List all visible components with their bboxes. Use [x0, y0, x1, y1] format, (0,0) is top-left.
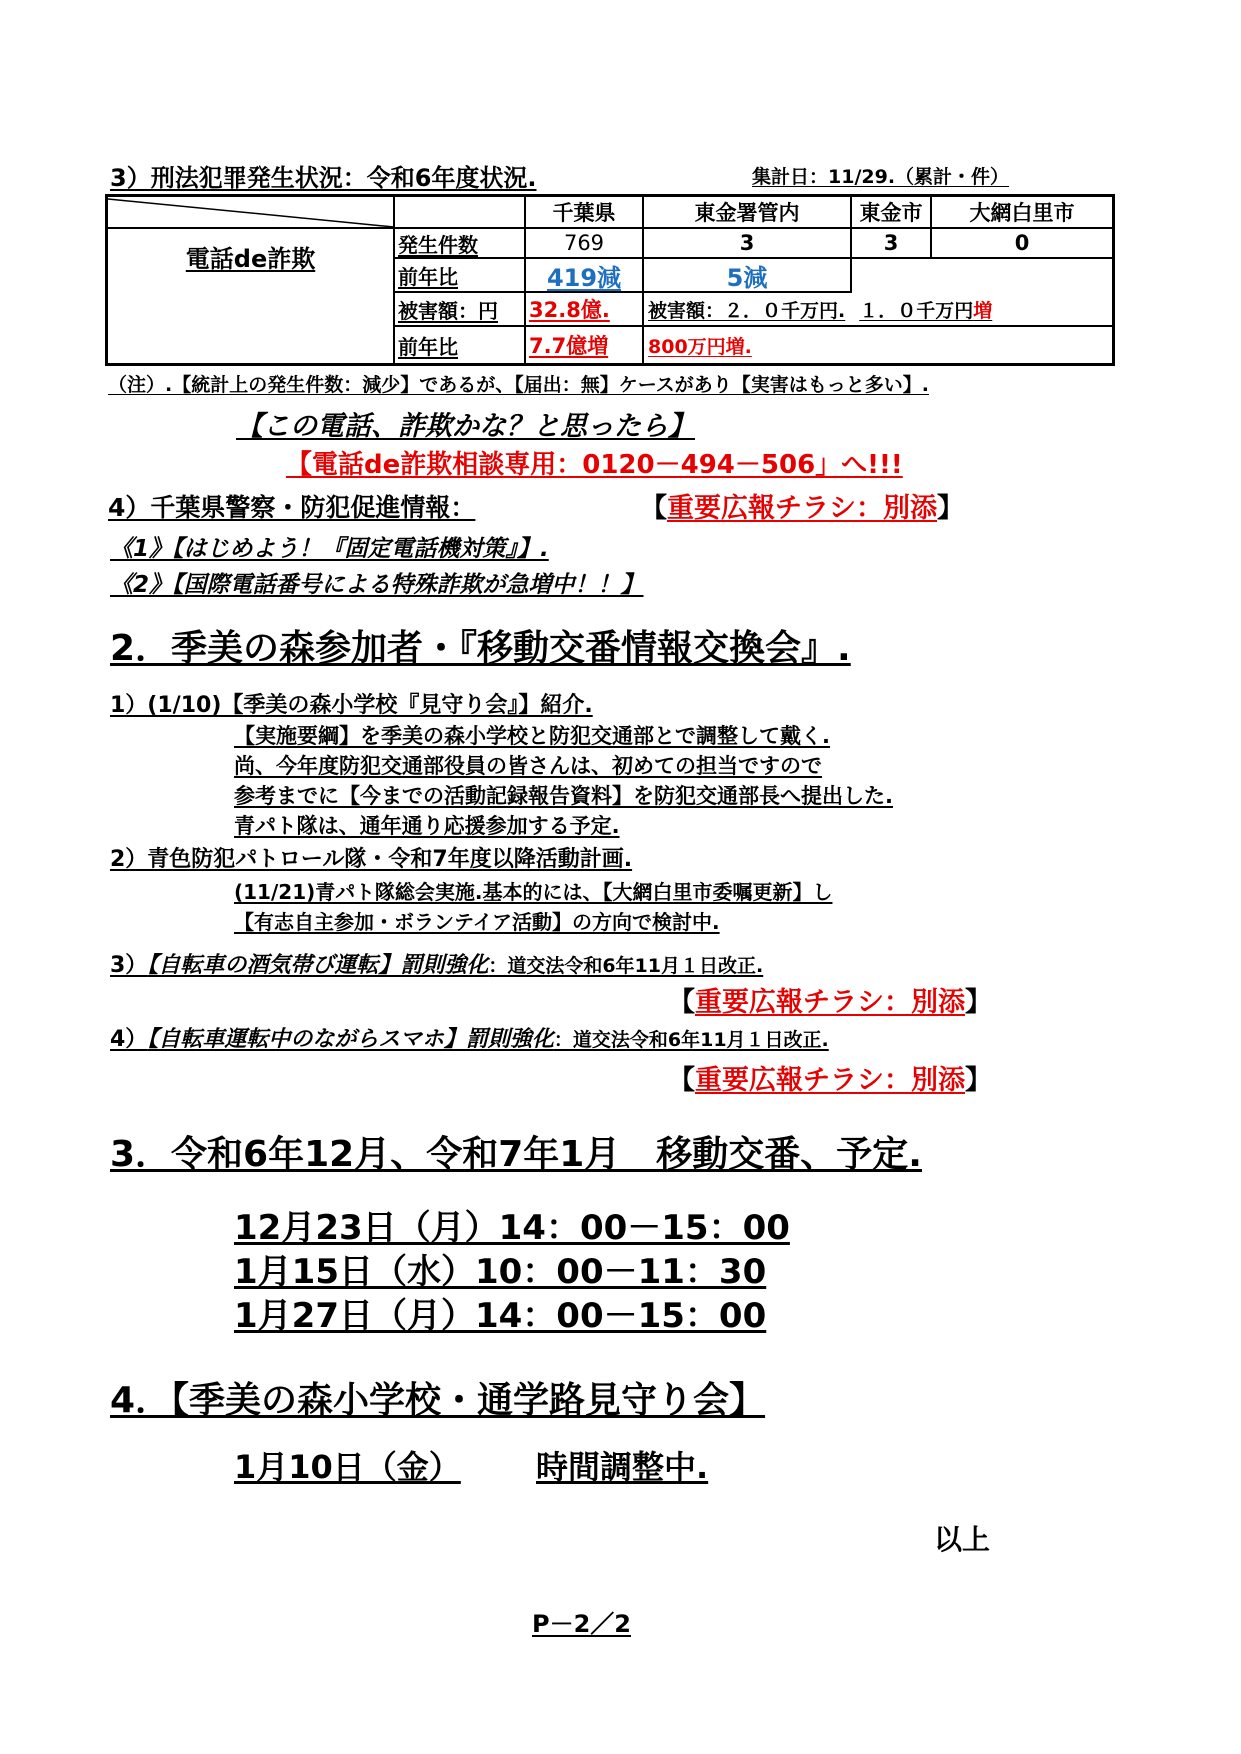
- info-item-1: 《1》【はじめよう！『固定電話機対策』】.: [110, 536, 549, 562]
- police-info-title: 4）千葉県警察・防犯促進情報：: [108, 493, 476, 522]
- hotline: 【電話de詐欺相談専用：0120－494－506」へ!!!: [286, 450, 903, 480]
- crime-stats-title: 3）刑法犯罪発生状況：令和6年度状況.: [110, 164, 537, 192]
- header-chiba: 千葉県: [552, 201, 616, 225]
- flyer-text-3: 重要広報チラシ：別添: [695, 1065, 965, 1096]
- end-mark: 以上: [934, 1523, 991, 1556]
- sec2-item1-line4: 青パト隊は、通年通り応援参加する予定.: [234, 814, 620, 838]
- row-label-cases: 発生件数: [398, 232, 478, 257]
- row-label-damage-yoy: 前年比: [398, 334, 458, 359]
- watch-date: 1月10日（金）: [234, 1448, 461, 1486]
- heading-4: 4．【季美の森小学校・通学路見守り会】: [110, 1380, 766, 1421]
- sec2-item1-line3: 参考までに【今までの活動記録報告資料】を防犯交通部長へ提出した.: [234, 784, 893, 808]
- sec2-item1-line2: 尚、今年度防犯交通部役員の皆さんは、初めての担当ですので: [234, 754, 822, 778]
- header-diagonal: [108, 197, 394, 228]
- damage-yoy-chiba: 7.7億増: [529, 334, 609, 358]
- damage-togane-city: １．０千万円: [859, 299, 974, 322]
- sec2-item2-line2: 【有志自主参加・ボランテイア活動】の方向で検討中.: [234, 910, 720, 934]
- header-togane-area: 東金署管内: [694, 201, 800, 225]
- schedule-1: 12月23日（月）14：00－15：00: [234, 1208, 790, 1248]
- heading-2: 2．季美の森参加者・『移動交番情報交換会』.: [110, 628, 851, 669]
- bike-phone-penalty: 【自転車運転中のながらスマホ】罰則強化: [147, 1027, 554, 1052]
- damage-chiba: 32.8億.: [529, 298, 610, 322]
- call-prompt: 【この電話、詐欺かな？と思ったら】: [236, 411, 695, 442]
- cases-togane-city: 3: [883, 231, 899, 255]
- sec2-item3: 3）【自転車の酒気帯び運転】罰則強化：道交法令和6年11月１日改正.: [110, 953, 764, 978]
- damage-togane-area: 被害額：２．０千万円.: [648, 299, 846, 322]
- schedule-2: 1月15日（水）10：00－11：30: [234, 1252, 767, 1292]
- cases-oamishirasato: 0: [1014, 231, 1030, 255]
- info-item-2: 《2》【国際電話番号による特殊詐欺が急増中！！】: [110, 572, 644, 598]
- schedule-3: 1月27日（月）14：00－15：00: [234, 1296, 767, 1336]
- cases-togane-area: 3: [739, 231, 755, 255]
- page-number: P－2／2: [532, 1610, 631, 1638]
- row-label-phone-fraud: 電話de詐欺: [185, 245, 316, 273]
- header-togane-city: 東金市: [859, 201, 923, 225]
- sec2-item2-title: 2）青色防犯パトロール隊・令和7年度以降活動計画.: [110, 847, 633, 872]
- tally-date: 集計日：11/29.（累計・件）: [752, 166, 1010, 188]
- row-label-yoy: 前年比: [398, 264, 458, 289]
- row-label-damage: 被害額：円: [398, 298, 498, 323]
- flyer-text-2: 重要広報チラシ：別添: [695, 987, 965, 1018]
- sec2-item1-title: 1）(1/10)【季美の森小学校『見守り会』】紹介.: [110, 693, 593, 718]
- sec2-item4: 4）【自転車運転中のながらスマホ】罰則強化：道交法令和6年11月１日改正.: [110, 1027, 829, 1052]
- yoy-chiba: 419減: [546, 263, 622, 291]
- heading-3: 3．令和6年12月、令和7年1月 移動交番、予定.: [110, 1134, 922, 1175]
- damage-yoy-right: 800万円増.: [648, 335, 752, 358]
- damage-right: [648, 293, 1112, 325]
- flyer-note-2: 【重要広報チラシ：別添】: [668, 987, 992, 1018]
- cases-chiba: 769: [563, 231, 605, 255]
- flyer-note-3: 【重要広報チラシ：別添】: [668, 1065, 992, 1096]
- sec2-item2-line1: (11/21)青パト隊総会実施.基本的には、【大網白里市委嘱更新】し: [234, 880, 833, 904]
- flyer-note-1: 【重要広報チラシ：別添】: [640, 493, 964, 524]
- crime-stats-table: [105, 194, 1115, 366]
- sec2-item1-line1: 【実施要綱】を季美の森小学校と防犯交通部とで調整して戴く.: [234, 724, 830, 748]
- bike-drunk-penalty: 【自転車の酒気帯び運転】罰則強化: [147, 953, 489, 978]
- note: （注）.【統計上の発生件数：減少】であるが、【届出：無】ケースがあり【実害はもっと多い】.: [108, 374, 929, 396]
- damage-increase: 増: [973, 299, 993, 322]
- watch-time: 時間調整中.: [536, 1448, 709, 1486]
- header-oamishirasato: 大網白里市: [969, 201, 1075, 225]
- yoy-togane-area: 5減: [726, 263, 768, 291]
- flyer-text-1: 重要広報チラシ：別添: [667, 493, 937, 524]
